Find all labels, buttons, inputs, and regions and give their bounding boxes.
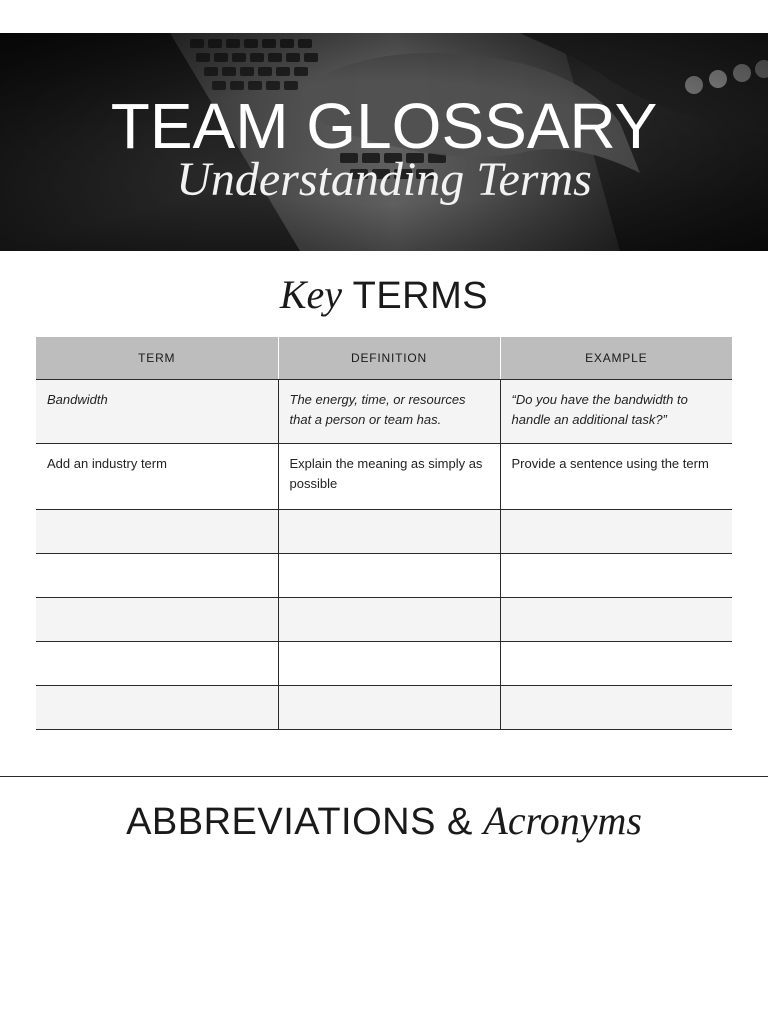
abbreviations-heading — [0, 798, 768, 845]
term-cell[interactable] — [36, 642, 278, 686]
column-header-example: EXAMPLE — [500, 337, 732, 380]
table-row — [36, 642, 732, 686]
table-row — [36, 444, 732, 510]
definition-cell[interactable] — [278, 510, 500, 554]
table-row — [36, 510, 732, 554]
banner-title: TEAM GLOSSARY — [110, 90, 658, 162]
example-cell[interactable] — [500, 686, 732, 730]
definition-cell[interactable] — [278, 686, 500, 730]
abbreviations-heading-italic: Acronyms — [483, 798, 642, 843]
term-cell[interactable] — [36, 554, 278, 598]
term-cell[interactable]: Bandwidth — [36, 380, 278, 444]
header-banner — [0, 33, 768, 251]
term-cell[interactable] — [36, 686, 278, 730]
key-terms-heading — [0, 272, 768, 319]
column-header-definition: DEFINITION — [278, 337, 500, 380]
term-cell[interactable] — [36, 598, 278, 642]
section-divider — [0, 776, 768, 777]
table-row — [36, 686, 732, 730]
table-row — [36, 598, 732, 642]
glossary-table — [36, 337, 732, 730]
table-header-row — [36, 337, 732, 380]
definition-cell[interactable]: The energy, time, or resources that a person or team has. — [278, 380, 500, 444]
table-row — [36, 554, 732, 598]
table-row — [36, 380, 732, 444]
definition-cell[interactable] — [278, 598, 500, 642]
example-cell[interactable]: Provide a sentence using the term — [500, 444, 732, 510]
term-cell[interactable]: Add an industry term — [36, 444, 278, 510]
abbreviations-heading-caps: ABBREVIATIONS & — [126, 801, 473, 843]
definition-cell[interactable]: Explain the meaning as simply as possible — [278, 444, 500, 510]
example-cell[interactable] — [500, 510, 732, 554]
example-cell[interactable]: “Do you have the bandwidth to handle an additional task?” — [500, 380, 732, 444]
key-terms-heading-italic: Key — [279, 272, 343, 317]
column-header-term: TERM — [36, 337, 278, 380]
example-cell[interactable] — [500, 598, 732, 642]
definition-cell[interactable] — [278, 554, 500, 598]
key-terms-heading-caps: TERMS — [352, 275, 489, 317]
example-cell[interactable] — [500, 642, 732, 686]
term-cell[interactable] — [36, 510, 278, 554]
banner-subtitle: Understanding Terms — [176, 153, 592, 206]
example-cell[interactable] — [500, 554, 732, 598]
definition-cell[interactable] — [278, 642, 500, 686]
